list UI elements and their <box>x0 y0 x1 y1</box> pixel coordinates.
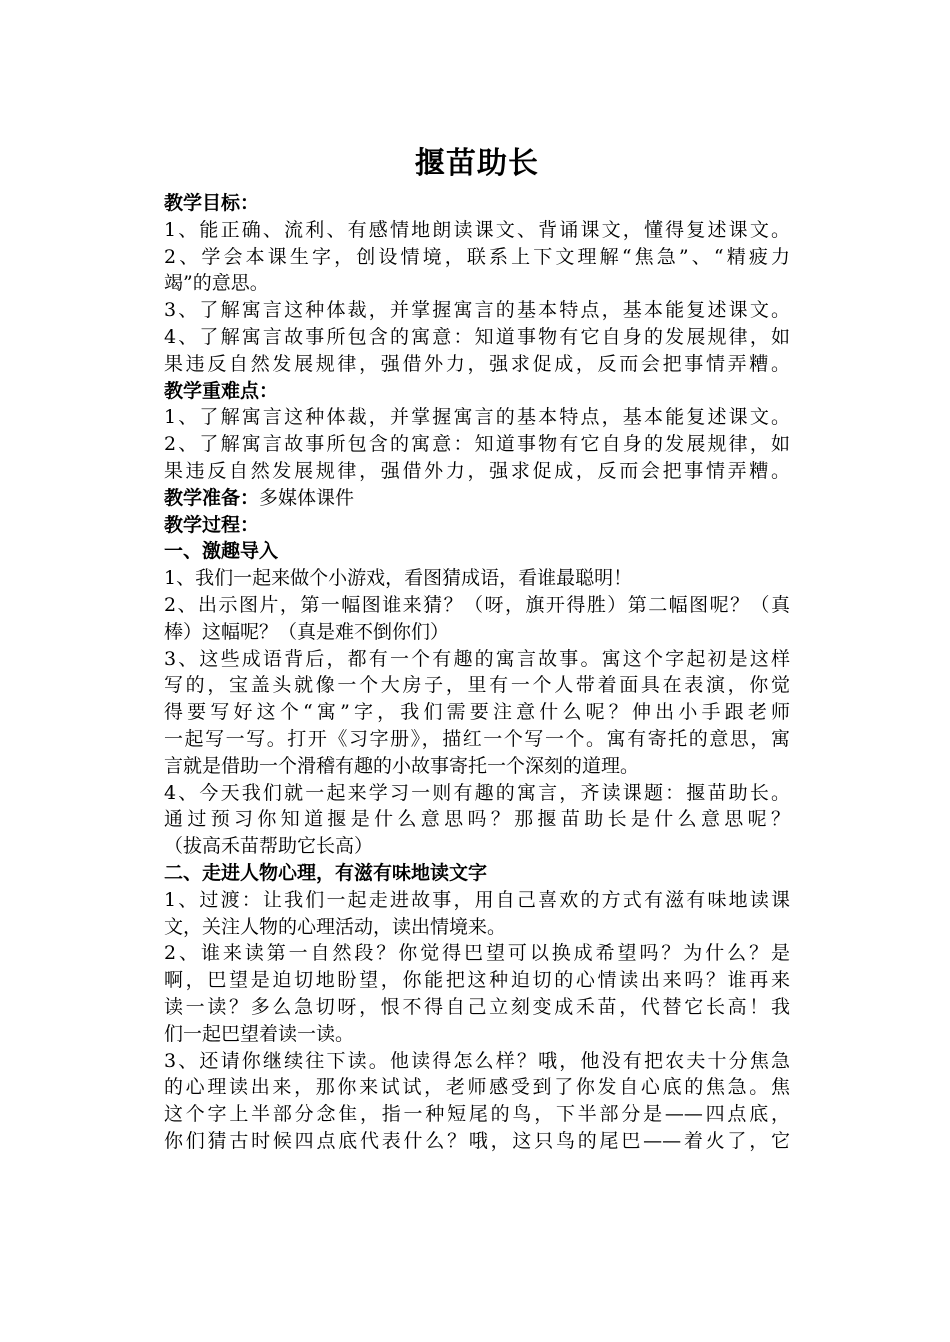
text-line: 2、谁来读第一自然段？你觉得巴望可以换成希望吗？为什么？是 <box>164 942 790 965</box>
text-line: 2、出示图片，第一幅图谁来猜？（呀，旗开得胜）第二幅图呢？（真 <box>164 593 790 616</box>
text-line: 4、了解寓言故事所包含的寓意：知道事物有它自身的发展规律，如 <box>164 325 790 348</box>
text-line: 1、能正确、流利、有感情地朗读课文、背诵课文，懂得复述课文。 <box>164 218 790 241</box>
text-line: 竭”的意思。 <box>164 272 269 295</box>
heading-label: 教学目标： <box>164 192 260 214</box>
document-page <box>164 138 790 1155</box>
text-line: 1、了解寓言这种体裁，并掌握寓言的基本特点，基本能复述课文。 <box>164 406 790 429</box>
text-line: 们一起巴望着读一读。 <box>164 1022 355 1045</box>
heading-value: 多媒体课件 <box>259 486 355 509</box>
text-line: 你们猜古时候四点底代表什么？哦，这只鸟的尾巴——着火了，它 <box>164 1129 790 1152</box>
text-line: 文，关注人物的心理活动，读出情境来。 <box>164 915 507 938</box>
text-line: 1、我们一起来做个小游戏，看图猜成语，看谁最聪明！ <box>164 567 633 590</box>
text-line: 2、学会本课生字，创设情境，联系上下文理解“焦急”、“精疲力 <box>164 245 790 268</box>
text-line: 这个字上半部分念隹，指一种短尾的鸟，下半部分是——四点底， <box>164 1103 790 1126</box>
heading-label: 二、走进人物心理，有滋有味地读文字 <box>164 861 488 884</box>
document-title: 揠苗助长 <box>415 146 539 181</box>
text-line: 2、了解寓言故事所包含的寓意：知道事物有它自身的发展规律，如 <box>164 433 790 456</box>
text-line: 棒）这幅呢？（真是难不倒你们） <box>164 620 450 643</box>
section-heading <box>164 190 790 217</box>
text-line: 1、过渡：让我们一起走进故事，用自己喜欢的方式有滋有味地读课 <box>164 888 790 911</box>
text-line: 3、了解寓言这种体裁，并掌握寓言的基本特点，基本能复述课文。 <box>164 299 790 322</box>
text-line: 得要写好这个“寓”字，我们需要注意什么呢？伸出小手跟老师 <box>164 701 790 724</box>
text-line: 3、还请你继续往下读。他读得怎么样？哦，他没有把农夫十分焦急 <box>164 1049 790 1072</box>
text-line: 写的，宝盖头就像一个大房子，里有一个人带着面具在表演，你觉 <box>164 674 790 697</box>
heading-label: 教学重难点： <box>164 379 279 402</box>
heading-label: 教学过程： <box>164 513 260 536</box>
text-line: 通过预习你知道揠是什么意思吗？那揠苗助长是什么意思呢？ <box>164 808 790 831</box>
text-line: 啊，巴望是迫切地盼望，你能把这种迫切的心情读出来吗？谁再来 <box>164 969 790 992</box>
text-line: 果违反自然发展规律，强借外力，强求促成，反而会把事情弄糟。 <box>164 352 790 375</box>
text-line: 4、今天我们就一起来学习一则有趣的寓言，齐读课题：揠苗助长。 <box>164 781 790 804</box>
text-line: 3、这些成语背后，都有一个有趣的寓言故事。寓这个字起初是这样 <box>164 647 790 670</box>
text-line: 果违反自然发展规律，强借外力，强求促成，反而会把事情弄糟。 <box>164 459 790 482</box>
text-line: 的心理读出来，那你来试试，老师感受到了你发自心底的焦急。焦 <box>164 1076 790 1099</box>
document-body <box>164 190 790 1155</box>
section-heading <box>164 538 790 565</box>
text-line: 言就是借助一个滑稽有趣的小故事寄托一个深刻的道理。 <box>164 754 640 777</box>
section-heading <box>164 512 790 539</box>
heading-label: 教学准备： <box>164 486 260 509</box>
heading-label: 一、激趣导入 <box>164 540 279 563</box>
text-line: （拔高禾苗帮助它长高） <box>164 835 374 858</box>
section-heading <box>164 860 790 887</box>
section-heading <box>164 378 790 405</box>
section-heading <box>164 485 790 512</box>
text-line: 一起写一写。打开《习字册》，描红一个写一个。寓有寄托的意思，寓 <box>164 727 790 750</box>
text-line: 读一读？多么急切呀，恨不得自己立刻变成禾苗，代替它长高！我 <box>164 995 790 1018</box>
